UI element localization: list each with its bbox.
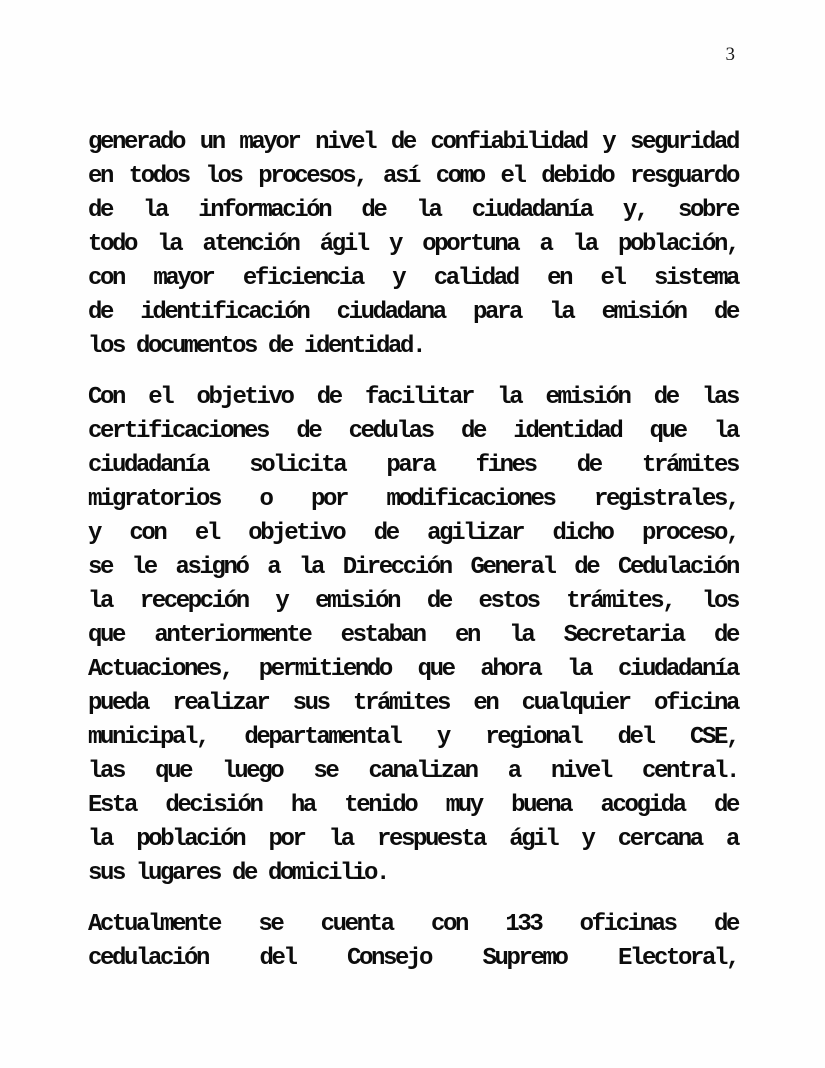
text-line: migratorios o por modificaciones registrales, (88, 486, 738, 513)
text-line: en todos los procesos, así como el debido resguardo (88, 163, 738, 190)
text-line: la recepción y emisión de estos trámites, los (88, 588, 738, 615)
text-line: certificaciones de cedulas de identidad que la (88, 418, 738, 445)
text-line: que anteriormente estaban en la Secretaria de (88, 622, 738, 649)
paragraph (88, 381, 738, 891)
text-line: los documentos de identidad. (88, 333, 425, 360)
text-line: municipal, departamental y regional del CSE, (88, 724, 738, 751)
paragraph (88, 908, 738, 976)
text-line: Con el objetivo de facilitar la emisión de las (88, 384, 738, 411)
text-line: cedulación del Consejo Supremo Electoral, (88, 945, 738, 972)
text-line: y con el objetivo de agilizar dicho proceso, (88, 520, 738, 547)
text-line: Actualmente se cuenta con 133 oficinas de (88, 911, 738, 938)
text-line: las que luego se canalizan a nivel central. (88, 758, 738, 785)
text-line: ciudadanía solicita para fines de trámites (88, 452, 738, 479)
paragraph (88, 126, 738, 364)
text-line: generado un mayor nivel de confiabilidad y seguridad (88, 129, 738, 156)
text-line: la población por la respuesta ágil y cercana a (88, 826, 738, 853)
text-line: con mayor eficiencia y calidad en el sistema (88, 265, 738, 292)
text-line: de la información de la ciudadanía y, sobre (88, 197, 738, 224)
text-line: sus lugares de domicilio. (88, 860, 389, 887)
text-line: se le asignó a la Dirección General de Cedulación (88, 554, 738, 581)
text-line: pueda realizar sus trámites en cualquier oficina (88, 690, 738, 717)
document-body (88, 126, 738, 993)
page-number: 3 (725, 44, 735, 65)
text-line: Actuaciones, permitiendo que ahora la ciudadanía (88, 656, 738, 683)
text-line: Esta decisión ha tenido muy buena acogida de (88, 792, 738, 819)
text-line: todo la atención ágil y oportuna a la población, (88, 231, 738, 258)
text-line: de identificación ciudadana para la emisión de (88, 299, 738, 326)
